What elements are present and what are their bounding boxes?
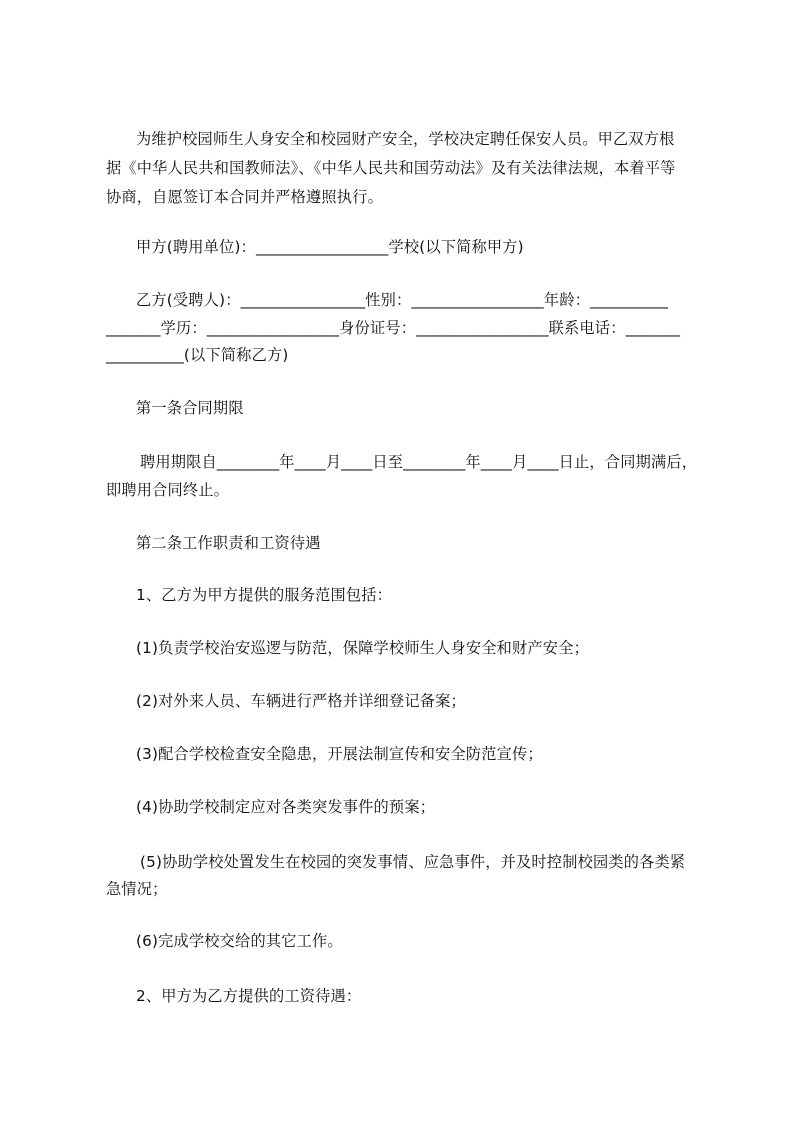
duty-6-line: (6)完成学校交给的其它工作。 bbox=[136, 932, 343, 950]
article-1-body-line-2: 即聘用合同终止。 bbox=[106, 481, 230, 499]
article-1-title: 第一条合同期限 bbox=[136, 399, 244, 417]
article-1-body-line-1: 聘用期限自________年____月____日至________年____月____日止，合同期满后， bbox=[140, 453, 698, 471]
party-b-line-2: _______学历：_________________身份证号：_________________联系电话：_______ bbox=[106, 319, 681, 337]
duty-4-line: (4)协助学校制定应对各类突发事件的预案； bbox=[136, 798, 436, 816]
intro-line-3: 协商，自愿签订本合同并严格遵照执行。 bbox=[106, 188, 383, 206]
party-a-line: 甲方(聘用单位)：_________________学校(以下简称甲方) bbox=[136, 238, 524, 256]
duty-5-line-2: 急情况； bbox=[106, 880, 168, 898]
duty-3-line: (3)配合学校检查安全隐患，开展法制宣传和安全防范宣传； bbox=[136, 745, 543, 763]
party-b-line-1: 乙方(受聘人)：________________性别：_________________年龄：__________ bbox=[136, 291, 669, 309]
duty-2-line: (2)对外来人员、车辆进行严格并详细登记备案； bbox=[136, 692, 466, 710]
item-1-line: 1、乙方为甲方提供的服务范围包括： bbox=[136, 586, 393, 604]
intro-line-1: 为维护校园师生人身安全和校园财产安全，学校决定聘任保安人员。甲乙双方根 bbox=[136, 130, 675, 148]
article-2-title: 第二条工作职责和工资待遇 bbox=[136, 534, 321, 552]
party-b-line-3: __________(以下简称乙方) bbox=[106, 346, 289, 364]
duty-5-line-1: (5)协助学校处置发生在校园的突发事情、应急事件，并及时控制校园类的各类紧 bbox=[140, 853, 686, 871]
item-2-line: 2、甲方为乙方提供的工资待遇： bbox=[136, 987, 362, 1005]
duty-1-line: (1)负责学校治安巡逻与防范，保障学校师生人身安全和财产安全； bbox=[136, 639, 589, 657]
intro-line-2: 据《中华人民共和国教师法》、《中华人民共和国劳动法》及有关法律法规，本着平等 bbox=[106, 159, 676, 177]
